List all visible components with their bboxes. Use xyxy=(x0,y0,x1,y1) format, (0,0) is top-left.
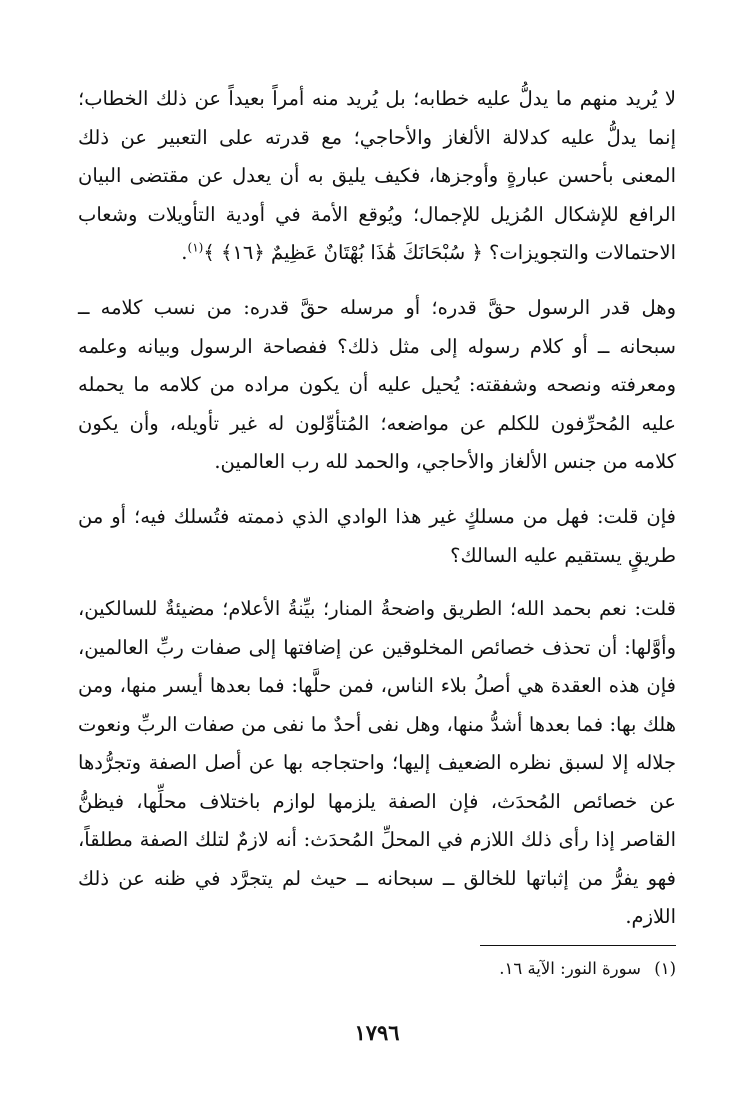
footnote xyxy=(78,956,676,982)
footnote-divider xyxy=(480,945,676,946)
paragraph-2: وهل قدر الرسول حقَّ قدره؛ أو مرسله حقَّ قدره: من نسب كلامه ــ سبحانه ــ أو كلام رسوله إلى مثل ذلك؟ ففصاحة الرسول وبيانه وعلمه ومعرفته ونصحه وشفقته: يُحيل عليه أن يكون مراده من كلامه ما يحمله عليه المُحرِّفون للكلم عن مواضعه؛ المُتأوِّلون له غير تأويله، وأن يكون كلامه من جنس الألغاز والأحاجي، والحمد لله رب العالمين. xyxy=(78,296,676,473)
footnote-number: (١) xyxy=(654,959,676,978)
footnote-reference: (١) xyxy=(187,240,204,255)
paragraph-1-text: لا يُريد منهم ما يدلُّ عليه خطابه؛ بل يُريد منه أمراً بعيداً عن ذلك الخطاب؛ إنما يدلُّ عليه كدلالة الألغاز والأحاجي؛ مع قدرته على التعبير عن ذلك المعنى بأحسن عبارةٍ وأوجزها، فكيف يليق به أن يعدل عن مقتضى البيان الرافع للإشكال المُزيل للإجمال؛ ويُوقع الأمة في أودية التأويلات وشعاب الاحتمالات والتجويزات؟ ﴿ سُبْحَانَكَ هَٰذَا بُهْتَانٌ عَظِيمٌ ﴿١٦﴾ ﴾ xyxy=(78,87,676,264)
page-number: ١٧٩٦ xyxy=(354,1020,400,1045)
paragraph-1-end: . xyxy=(181,241,188,264)
footnote-text: سورة النور: الآية ١٦. xyxy=(499,959,641,978)
paragraph-1 xyxy=(78,80,676,273)
paragraph-3: فإن قلت: فهل من مسلكٍ غير هذا الوادي الذي ذممته فتُسلك فيه؛ أو من طريقٍ يستقيم عليه السالك؟ xyxy=(78,505,676,567)
paragraph-4: قلت: نعم بحمد الله؛ الطريق واضحةُ المنار؛ بيِّنةُ الأعلام؛ مضيئةٌ للسالكين، وأوَّلها: أن تحذف خصائص المخلوقين عن إضافتها إلى صفات ربِّ العالمين، فإن هذه العقدة هي أصلُ بلاء الناس، فمن حلَّها: فما بعدها أيسر منها، ومن هلك بها: فما بعدها أشدُّ منها، وهل نفى أحدٌ ما نفى من صفات الربِّ ونعوت جلاله إلا لسبق نظره الضعيف إليها؛ واحتجاجه بها عن أصل الصفة وتجرُّدها عن خصائص المُحدَث، فإن الصفة يلزمها لوازم باختلاف محلِّها، فيظنُّ القاصر إذا رأى ذلك اللازم في المحلِّ المُحدَث: أنه لازمٌ لتلك الصفة مطلقاً، فهو يفرُّ من إثباتها للخالق ــ سبحانه ــ حيث لم يتجرَّد في ظنه عن ذلك اللازم. xyxy=(78,597,676,928)
